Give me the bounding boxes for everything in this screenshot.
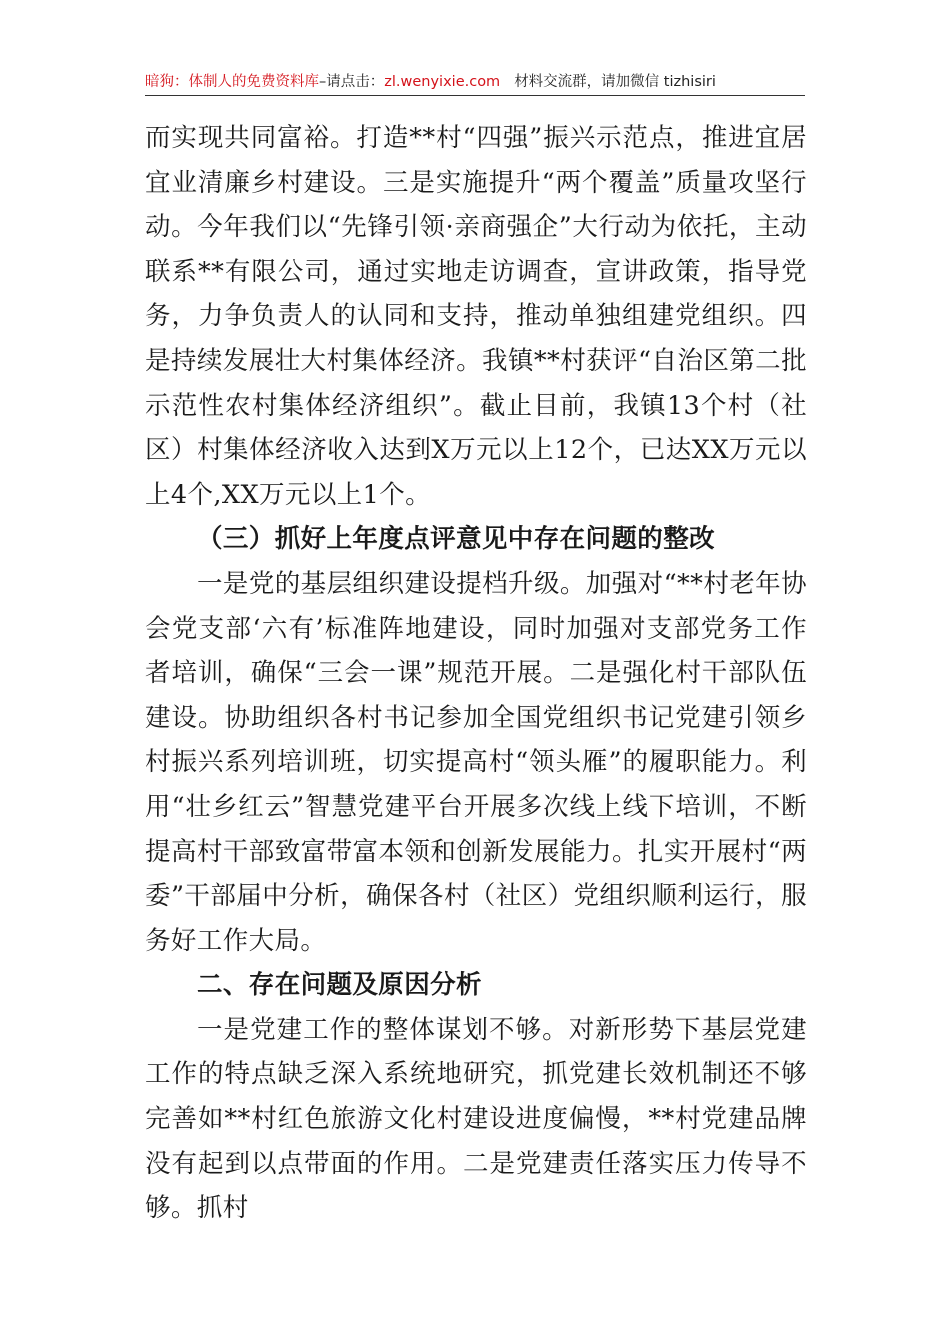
section-heading-rectification: （三）抓好上年度点评意见中存在问题的整改 [197, 524, 716, 555]
paragraph-problems: 一是党建工作的整体谋划不够。对新形势下基层党建工作的特点缺乏深入系统地研究，抓党建长效机制还不够完善如**村红色旅游文化村建设进度偏慢，**村党建品牌没有起到以点带面的作用。二是党建责任落实压力传导不够。抓村 [145, 1014, 807, 1224]
header-divider [145, 95, 805, 96]
section-heading-problems: 二、存在问题及原因分析 [197, 970, 482, 1001]
paragraph-continued: 而实现共同富裕。打造**村“四强”振兴示范点，推进宜居宜业清廉乡村建设。三是实施提升“两个覆盖”质量攻坚行动。今年我们以“先锋引领·亲商强企”大行动为依托，主动联系**有限公司，通过实地走访调查，宣讲政策，指导党务，力争负责人的认同和支持，推动单独组建党组织。四是持续发展壮大村集体经济。我镇**村获评“自治区第二批示范性农村集体经济组织”。截止目前，我镇13个村（社区）村集体经济收入达到X万元以上12个，已达XX万元以上4个,XX万元以上1个。 [145, 123, 807, 510]
click-prompt: –请点击： [319, 74, 385, 90]
source-url-link[interactable]: zl.wenyixie.com [384, 74, 501, 90]
document-body [145, 116, 807, 1231]
page-header [145, 68, 805, 96]
group-note: 材料交流群，请加微信 tizhisiri [514, 74, 716, 90]
source-label: 暗狗：体制人的免费资料库 [145, 74, 319, 90]
paragraph-rectification: 一是党的基层组织建设提档升级。加强对“**村老年协会党支部‘六有’标准阵地建设，同时加强对支部党务工作者培训，确保“三会一课”规范开展。二是强化村干部队伍建设。协助组织各村书记参加全国党组织书记党建引领乡村振兴系列培训班，切实提高村“领头雁”的履职能力。利用“壮乡红云”智慧党建平台开展多次线上线下培训，不断提高村干部致富带富本领和创新发展能力。扎实开展村“两委”干部届中分析，确保各村（社区）党组织顺利运行，服务好工作大局。 [145, 568, 807, 956]
